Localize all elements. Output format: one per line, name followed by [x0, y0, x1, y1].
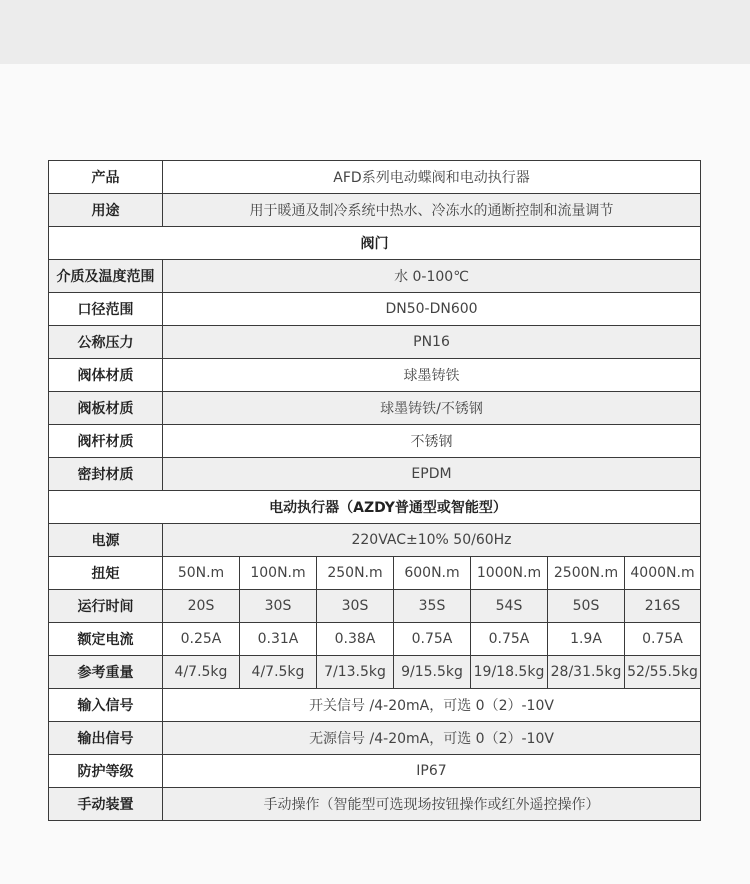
row-rated-current	[49, 623, 701, 656]
row-medium	[49, 260, 701, 293]
table-cell: 0.38A	[317, 623, 394, 656]
top-band	[0, 0, 750, 64]
row-value: IP67	[163, 755, 701, 788]
row-label: 阀板材质	[49, 392, 163, 425]
table-cell: 4000N.m	[625, 557, 701, 590]
table-cell: 0.31A	[240, 623, 317, 656]
table-cell: 35S	[394, 590, 471, 623]
row-label: 运行时间	[49, 590, 163, 623]
table-cell: 600N.m	[394, 557, 471, 590]
row-label: 介质及温度范围	[49, 260, 163, 293]
row-usage	[49, 194, 701, 227]
table-cell: 4/7.5kg	[163, 656, 240, 689]
row-input-signal	[49, 689, 701, 722]
row-stem-material	[49, 425, 701, 458]
row-value: 球墨铸铁	[163, 359, 701, 392]
row-value: 用于暖通及制冷系统中热水、冷冻水的通断控制和流量调节	[163, 194, 701, 227]
row-power	[49, 524, 701, 557]
table-cell: 50N.m	[163, 557, 240, 590]
table-cell: 30S	[317, 590, 394, 623]
spec-table	[48, 160, 701, 821]
section-title: 阀门	[49, 227, 701, 260]
row-label: 密封材质	[49, 458, 163, 491]
row-label: 输出信号	[49, 722, 163, 755]
table-cell: 52/55.5kg	[625, 656, 701, 689]
row-value: EPDM	[163, 458, 701, 491]
table-cell: 2500N.m	[548, 557, 625, 590]
row-product	[49, 161, 701, 194]
row-run-time	[49, 590, 701, 623]
row-value: 水 0-100℃	[163, 260, 701, 293]
row-label: 电源	[49, 524, 163, 557]
row-label: 口径范围	[49, 293, 163, 326]
row-value: 无源信号 /4-20mA，可选 0（2）-10V	[163, 722, 701, 755]
table-cell: 50S	[548, 590, 625, 623]
row-size	[49, 293, 701, 326]
table-cell: 19/18.5kg	[471, 656, 548, 689]
row-label: 公称压力	[49, 326, 163, 359]
row-label: 阀体材质	[49, 359, 163, 392]
table-cell: 0.75A	[471, 623, 548, 656]
section-valve	[49, 227, 701, 260]
row-value: 220VAC±10% 50/60Hz	[163, 524, 701, 557]
row-value: 球墨铸铁/不锈钢	[163, 392, 701, 425]
row-label: 输入信号	[49, 689, 163, 722]
table-cell: 7/13.5kg	[317, 656, 394, 689]
row-manual	[49, 788, 701, 821]
row-label: 手动装置	[49, 788, 163, 821]
table-cell: 100N.m	[240, 557, 317, 590]
row-disc-material	[49, 392, 701, 425]
row-seal-material	[49, 458, 701, 491]
table-cell: 28/31.5kg	[548, 656, 625, 689]
table-cell: 1.9A	[548, 623, 625, 656]
table-cell: 0.75A	[394, 623, 471, 656]
row-protection	[49, 755, 701, 788]
row-label: 阀杆材质	[49, 425, 163, 458]
table-cell: 216S	[625, 590, 701, 623]
table-cell: 0.25A	[163, 623, 240, 656]
section-title: 电动执行器（AZDY普通型或智能型）	[49, 491, 701, 524]
row-torque	[49, 557, 701, 590]
table-cell: 1000N.m	[471, 557, 548, 590]
row-weight	[49, 656, 701, 689]
row-label: 额定电流	[49, 623, 163, 656]
row-value: DN50-DN600	[163, 293, 701, 326]
row-label: 用途	[49, 194, 163, 227]
table-cell: 30S	[240, 590, 317, 623]
row-body-material	[49, 359, 701, 392]
row-value: AFD系列电动蝶阀和电动执行器	[163, 161, 701, 194]
table-cell: 9/15.5kg	[394, 656, 471, 689]
row-value: PN16	[163, 326, 701, 359]
row-pressure	[49, 326, 701, 359]
table-cell: 54S	[471, 590, 548, 623]
row-value: 不锈钢	[163, 425, 701, 458]
row-label: 产品	[49, 161, 163, 194]
row-label: 扭矩	[49, 557, 163, 590]
section-actuator	[49, 491, 701, 524]
row-output-signal	[49, 722, 701, 755]
table-cell: 0.75A	[625, 623, 701, 656]
table-cell: 250N.m	[317, 557, 394, 590]
row-value: 手动操作（智能型可选现场按钮操作或红外遥控操作）	[163, 788, 701, 821]
table-cell: 20S	[163, 590, 240, 623]
row-label: 防护等级	[49, 755, 163, 788]
row-value: 开关信号 /4-20mA，可选 0（2）-10V	[163, 689, 701, 722]
table-cell: 4/7.5kg	[240, 656, 317, 689]
row-label: 参考重量	[49, 656, 163, 689]
